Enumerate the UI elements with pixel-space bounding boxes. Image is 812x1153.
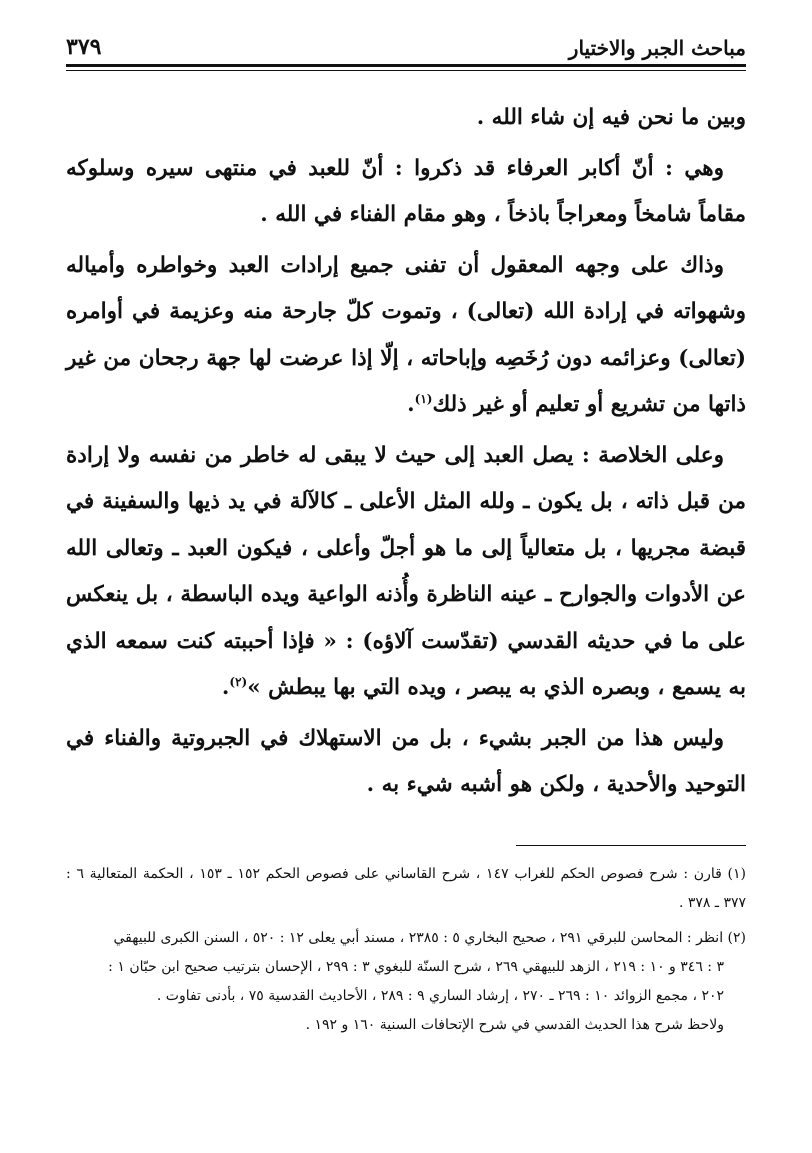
header-rule-thin — [66, 70, 746, 71]
footnote-2-line-1: (٢) انظر : المحاسن للبرقي ٢٩١ ، صحيح البخاري ٥ : ٢٣٨٥ ، مسند أبي يعلى ١٢ : ٥٢٠ ، السنن الكبرى للبيهقي — [113, 929, 746, 946]
paragraph-3: وذاك على وجهه المعقول أن تفنى جميع إرادات العبد وخواطره وأمياله وشهواته في إرادة الله (تعالى) ، وتموت كلّ جارحة منه وعزيمة في أوامره (تعالى) وعزائمه دون رُخَصِه وإباحاته ، إلّا إذا عرضت لها جهة رجحان من غير ذاتها من تشريع أو تعليم أو غير ذلك$^{(١)}$. — [66, 252, 746, 417]
footnote-ref-2[interactable]: (٢) — [229, 674, 248, 689]
paragraph-4: وعلى الخلاصة : يصل العبد إلى حيث لا يبقى له خاطر من نفسه ولا إرادة من قبل ذاته ، بل يكون ـ ولله المثل الأعلى ـ كالآلة في يد ذيها والسفينة في قبضة مجريها ، بل متعالياً إلى ما هو أجلّ وأعلى ، فيكون العبد ـ وتعالى الله عن الأدوات والجوارح ـ عينه الناظرة وأُذنه الواعية ويده الباسطة ، بل ينعكس على ما في حديثه القدسي (تقدّست آلاؤه) : « فإذا أحببته كنت سمعه الذي به يسمع ، وبصره الذي به يبصر ، ويده التي بها يبطش »$^{(٢)}$. — [66, 442, 746, 700]
book-page — [66, 30, 746, 1046]
main-text — [66, 95, 746, 809]
footnote-ref-1[interactable]: (١) — [414, 391, 433, 406]
footnote-2-line-2: ٣ : ٣٤٦ و ١٠ : ٢١٩ ، الزهد للبيهقي ٢٦٩ ، شرح السنّة للبغوي ٣ : ٢٩٩ ، الإحسان بترتيب صحيح ابن حبّان ١ : — [108, 958, 724, 975]
paragraph-5: وليس هذا من الجبر بشيء ، بل من الاستهلاك في الجبروتية والفناء في التوحيد والأحدية ، ولكن هو أشبه شيء به . — [66, 725, 746, 797]
footnotes — [66, 860, 746, 1040]
footnote-2-line-4: ولاحظ شرح هذا الحديث القدسي في شرح الإتحافات السنية ١٦٠ و ١٩٢ . — [305, 1016, 724, 1033]
running-header — [66, 30, 746, 60]
chapter-title: مباحث الجبر والاختيار — [568, 36, 746, 60]
header-rule-thick — [66, 64, 746, 67]
footnote-1: (١) قارن : شرح فصوص الحكم للغراب ١٤٧ ، شرح القاساني على فصوص الحكم ١٥٢ ـ ١٥٣ ، الحكمة المتعالية ٦ : ٣٧٧ ـ ٣٧٨ . — [66, 865, 746, 911]
footnote-2-line-3: ٢٠٢ ، مجمع الزوائد ١٠ : ٢٦٩ ـ ٢٧٠ ، إرشاد الساري ٩ : ٢٨٩ ، الأحاديث القدسية ٧٥ ، بأدنى تفاوت . — [156, 987, 724, 1004]
footnote-separator — [516, 845, 746, 846]
paragraph-1: وبين ما نحن فيه إن شاء الله . — [476, 105, 746, 130]
page-number: ٣٧٩ — [66, 34, 102, 60]
paragraph-2: وهي : أنّ أكابر العرفاء قد ذكروا : أنّ للعبد في منتهى سيره وسلوكه مقاماً شامخاً ومعراجاً باذخاً ، وهو مقام الفناء في الله . — [66, 155, 746, 227]
footnote-2 — [66, 924, 746, 1040]
